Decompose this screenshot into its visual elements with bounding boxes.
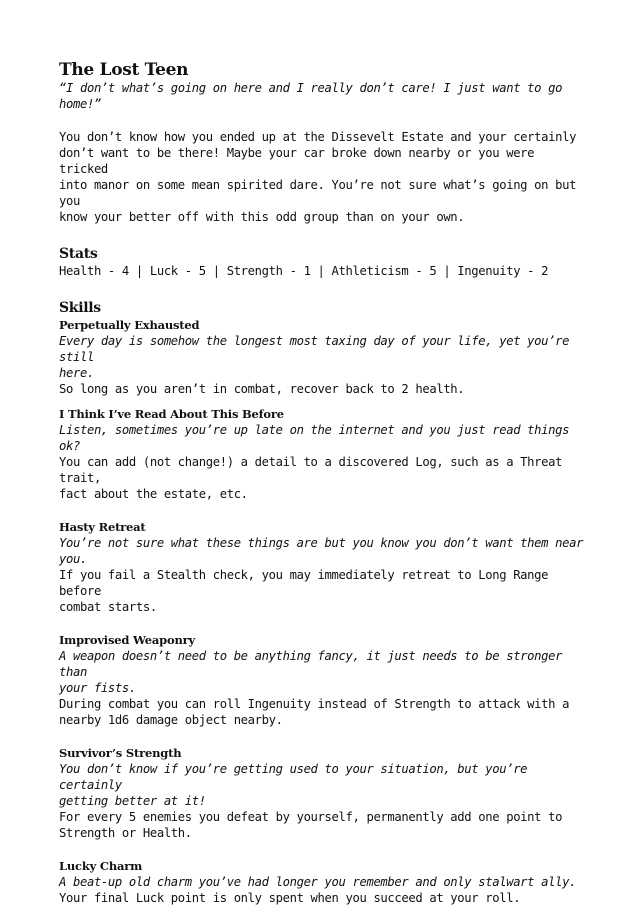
skill-rule: For every 5 enemies you defeat by yourself, permanently add one point to [59, 810, 563, 824]
skill-name: Perpetually Exhausted [59, 318, 200, 332]
skill-flavor: here. [59, 366, 94, 380]
skill-rule: Strength or Health. [59, 826, 192, 840]
skill-flavor: A beat-up old charm you’ve had longer you remember and only stalwart ally. [59, 875, 577, 889]
skill-improvised-weaponry [59, 632, 589, 728]
skill-lucky-charm [59, 858, 589, 906]
skill-rule: nearby 1d6 damage object nearby. [59, 713, 283, 727]
page-title: The Lost Teen [59, 60, 189, 80]
skill-flavor: Listen, sometimes you’re up late on the internet and you just read things ok? [59, 423, 577, 453]
skill-flavor: Every day is somehow the longest most taxing day of your life, yet you’re still [59, 334, 577, 364]
skill-flavor: You’re not sure what these things are but you know you don’t want them near [59, 536, 584, 550]
character-sheet [59, 60, 589, 906]
skill-i-think-ive-read-about-this-before [59, 406, 589, 502]
character-description [59, 129, 589, 225]
description-line: know your better off with this odd group than on your own. [59, 210, 465, 224]
skill-rule: You can add (not change!) a detail to a discovered Log, such as a Threat trait, [59, 455, 570, 485]
skill-flavor: You don’t know if you’re getting used to your situation, but you’re certainly [59, 762, 535, 792]
description-line: don’t want to be there! Maybe your car broke down nearby or you were tricked [59, 146, 542, 176]
skill-rule: fact about the estate, etc. [59, 487, 248, 501]
skill-flavor: you. [59, 552, 87, 566]
skill-flavor: A weapon doesn’t need to be anything fancy, it just needs to be stronger than [59, 649, 570, 679]
skill-name: Lucky Charm [59, 859, 143, 873]
skill-rule: If you fail a Stealth check, you may immediately retreat to Long Range before [59, 568, 556, 598]
character-quote: “I don’t what’s going on here and I really don’t care! I just want to go home!” [59, 81, 570, 111]
skills-heading: Skills [59, 300, 101, 316]
stats-heading: Stats [59, 246, 98, 262]
skill-name: I Think I’ve Read About This Before [59, 407, 284, 421]
description-line: You don’t know how you ended up at the Dissevelt Estate and your certainly [59, 130, 577, 144]
skill-survivors-strength [59, 745, 589, 841]
skill-rule: So long as you aren’t in combat, recover back to 2 health. [59, 382, 465, 396]
skill-hasty-retreat [59, 519, 589, 615]
skill-name: Survivor’s Strength [59, 746, 182, 760]
skill-flavor: getting better at it! [59, 794, 206, 808]
skill-rule: combat starts. [59, 600, 157, 614]
skill-rule: Your final Luck point is only spent when you succeed at your roll. [59, 891, 521, 905]
description-line: into manor on some mean spirited dare. You’re not sure what’s going on but you [59, 178, 584, 208]
skill-name: Improvised Weaponry [59, 633, 195, 647]
skill-name: Hasty Retreat [59, 520, 146, 534]
stats-line: Health - 4 | Luck - 5 | Strength - 1 | Athleticism - 5 | Ingenuity - 2 [59, 264, 549, 278]
skill-flavor: your fists. [59, 681, 136, 695]
skill-rule: During combat you can roll Ingenuity instead of Strength to attack with a [59, 697, 570, 711]
skill-perpetually-exhausted [59, 317, 589, 397]
